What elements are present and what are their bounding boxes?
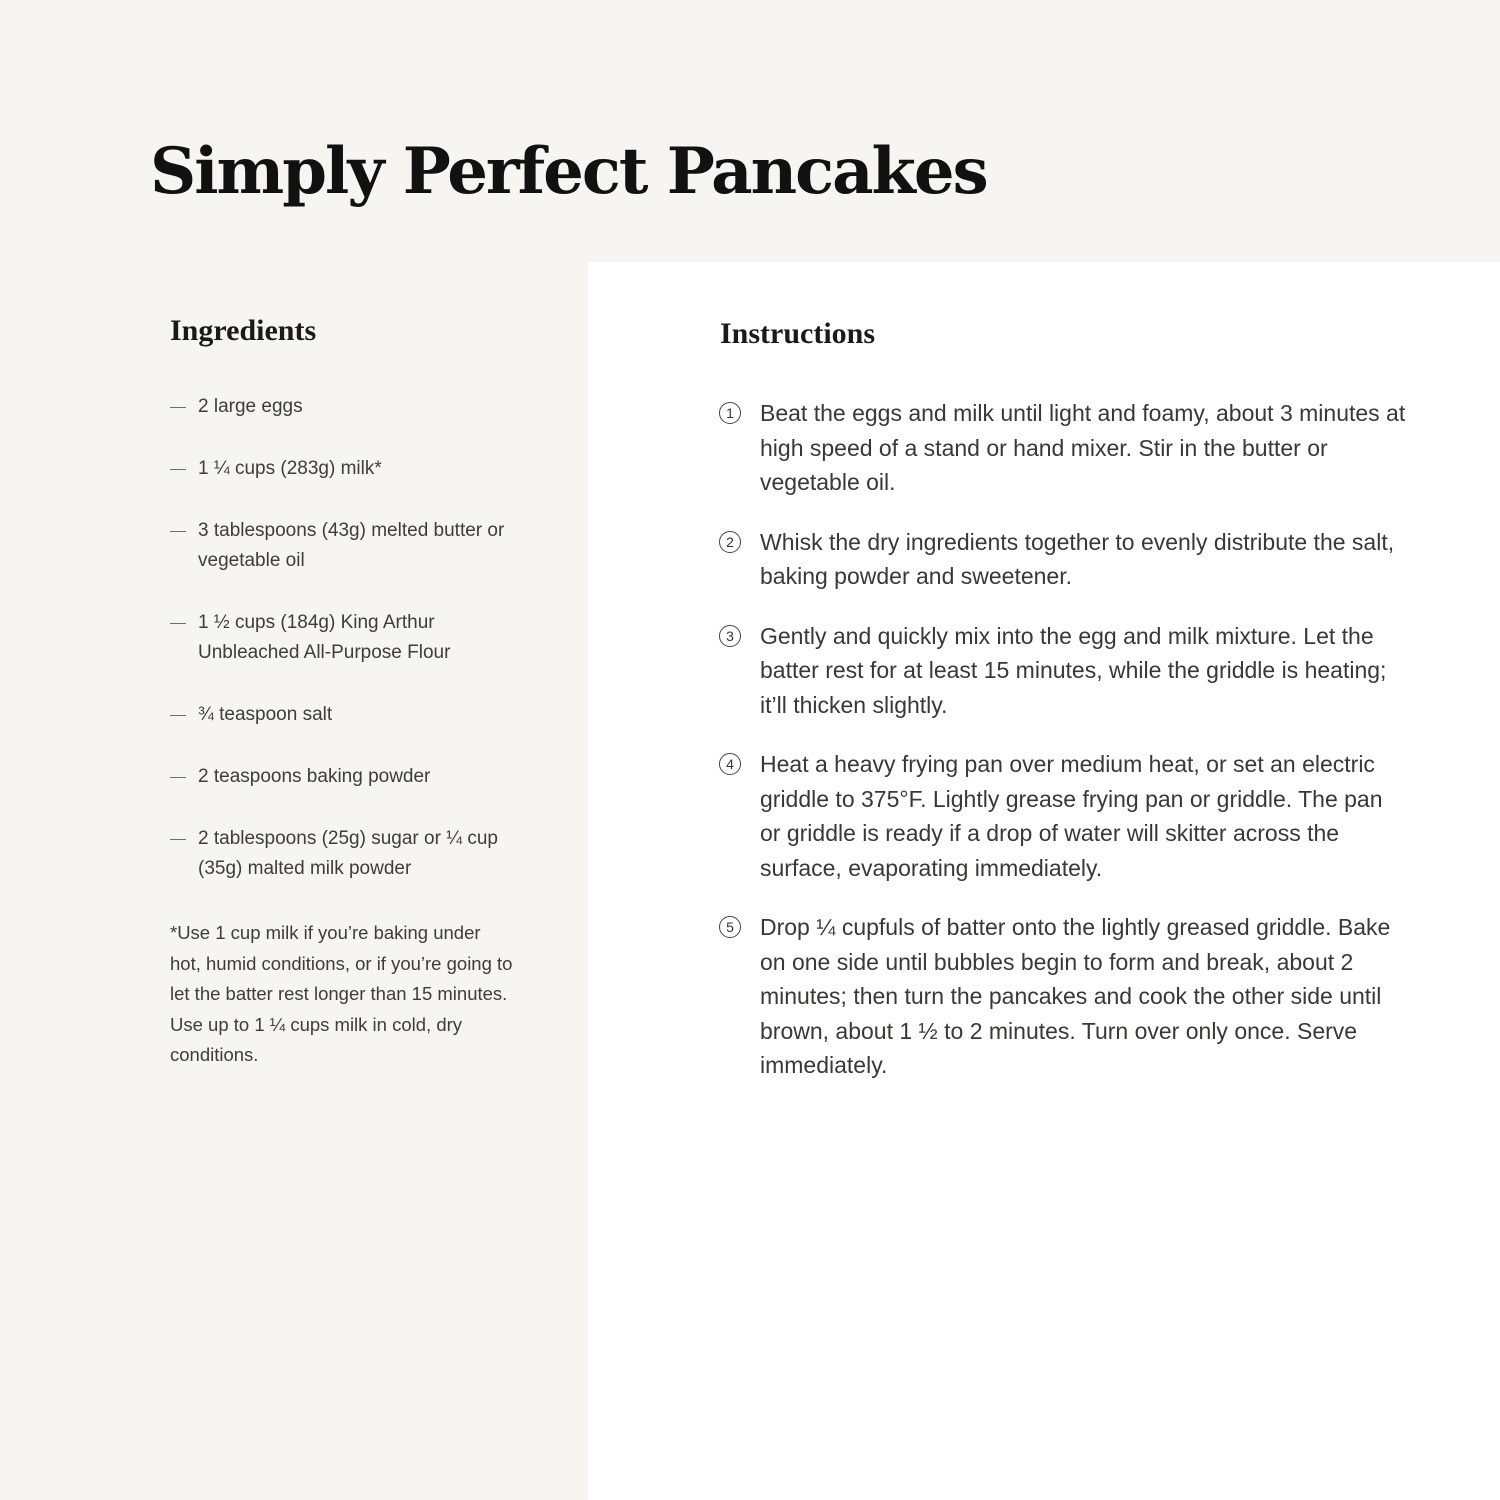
step-number-icon: 4 (719, 753, 741, 775)
ingredient-item (168, 824, 538, 884)
instruction-step (718, 525, 1408, 594)
ingredient-text: 2 large eggs (198, 396, 303, 417)
ingredient-item (168, 392, 538, 422)
instruction-step (718, 619, 1408, 723)
step-text: Beat the eggs and milk until light and foamy, about 3 minutes at high speed of a stand or hand mixer. Stir in the butter or vegetable oil. (760, 400, 1406, 495)
step-number-icon: 3 (719, 625, 741, 647)
recipe-title: Simply Perfect Pancakes (150, 134, 987, 209)
dash-icon (170, 839, 186, 840)
ingredient-item (168, 608, 538, 668)
ingredient-text: 2 teaspoons baking powder (198, 766, 431, 787)
ingredient-footnote: *Use 1 cup milk if you’re baking under hot, humid conditions, or if you’re going to let the batter rest longer than 15 minutes. Use up to 1 ¼ cups milk in cold, dry conditions. (170, 922, 513, 1065)
step-number-icon: 1 (719, 402, 741, 424)
dash-icon (170, 531, 186, 532)
instructions-heading: Instructions (720, 317, 876, 350)
ingredient-item (168, 700, 538, 730)
instruction-step (718, 747, 1408, 885)
step-text: Whisk the dry ingredients together to evenly distribute the salt, baking powder and sweetener. (760, 528, 1395, 589)
ingredient-text: 1 ¼ cups (283g) milk* (198, 458, 382, 479)
dash-icon (170, 407, 186, 408)
ingredient-item (168, 762, 538, 792)
ingredient-item (168, 516, 538, 576)
ingredient-list (168, 392, 538, 916)
dash-icon (170, 623, 186, 624)
instruction-step (718, 396, 1408, 500)
dash-icon (170, 469, 186, 470)
instruction-step (718, 910, 1408, 1083)
dash-icon (170, 777, 186, 778)
step-number-icon: 2 (719, 531, 741, 553)
ingredients-heading: Ingredients (170, 314, 317, 347)
ingredient-text: 1 ½ cups (184g) King Arthur Unbleached All-Purpose Flour (198, 612, 451, 663)
step-list (718, 396, 1408, 1108)
ingredient-text: 2 tablespoons (25g) sugar or ¼ cup (35g) malted milk powder (198, 828, 498, 879)
dash-icon (170, 715, 186, 716)
step-number-icon: 5 (719, 916, 741, 938)
ingredient-text: ¾ teaspoon salt (198, 704, 333, 725)
ingredient-item (168, 454, 538, 484)
step-text: Gently and quickly mix into the egg and milk mixture. Let the batter rest for at least 15 minutes, while the griddle is heating; it’ll thicken slightly. (760, 622, 1387, 718)
ingredient-text: 3 tablespoons (43g) melted butter or vegetable oil (198, 520, 505, 571)
step-text: Heat a heavy frying pan over medium heat, or set an electric griddle to 375°F. Lightly grease frying pan or griddle. The pan or griddle is ready if a drop of water will skitter across the surface, evaporating immediately. (760, 751, 1383, 881)
step-text: Drop ¼ cupfuls of batter onto the lightly greased griddle. Bake on one side until bubbles begin to form and break, about 2 minutes; then turn the pancakes and cook the other side until brown, about 1 ½ to 2 minutes. Turn over only once. Serve immediately. (760, 914, 1391, 1078)
